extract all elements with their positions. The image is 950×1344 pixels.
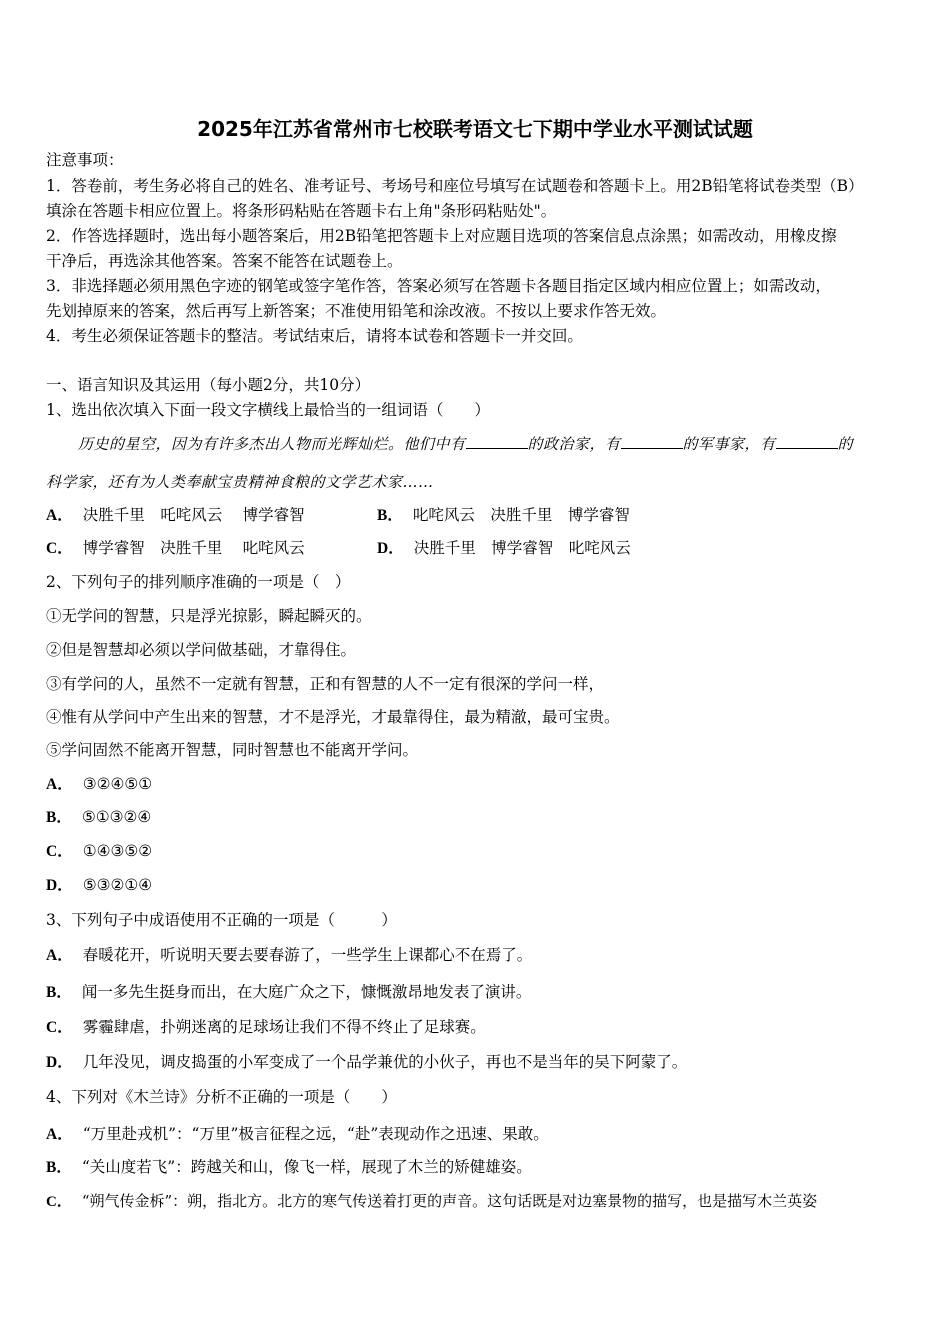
notice-line: 3．非选择题必须用黑色字迹的钢笔或签字笔作答，答案必须写在答题卡各题目指定区域内相应位置上；如需改动， bbox=[46, 277, 831, 295]
question-4-stem: 4、下列对《木兰诗》分析不正确的一项是（ ） bbox=[46, 1088, 397, 1106]
blank bbox=[466, 434, 528, 449]
option-c bbox=[46, 1191, 817, 1212]
option-a bbox=[46, 505, 305, 526]
option-label: B． bbox=[46, 984, 72, 1001]
option-b bbox=[46, 982, 531, 1003]
notice-line: 4．考生必须保证答题卡的整洁。考试结束后，请将本试卷和答题卡一并交回。 bbox=[46, 327, 583, 345]
notice-line: 干净后，再选涂其他答案。答案不能答在试题卷上。 bbox=[46, 252, 403, 270]
option-text: ⑤①③②④ bbox=[81, 808, 152, 826]
option-c bbox=[46, 538, 305, 559]
section-heading: 一、语言知识及其运用（每小题2分，共10分） bbox=[46, 376, 371, 394]
option-text: “朔气传金柝”：朔，指北方。北方的寒气传送着打更的声音。这句话既是对边塞景物的描写，也是描写木兰英姿 bbox=[81, 1192, 818, 1210]
notice-heading: 注意事项： bbox=[46, 151, 124, 169]
passage-text: 的政治家，有 bbox=[527, 435, 621, 453]
option-label: C． bbox=[46, 1019, 73, 1036]
option-label: A． bbox=[46, 776, 73, 793]
option-label: D． bbox=[46, 877, 73, 894]
option-b bbox=[46, 807, 151, 828]
option-a bbox=[46, 774, 152, 795]
sentence: ③有学问的人，虽然不一定就有智慧，正和有智慧的人不一定有很深的学问一样， bbox=[46, 675, 605, 693]
sentence: ⑤学问固然不能离开智慧，同时智慧也不能离开学问。 bbox=[46, 741, 419, 759]
question-1-passage-cont: 科学家，还有为人类奉献宝贵精神食粮的文学艺术家…… bbox=[46, 473, 434, 491]
option-b bbox=[46, 1157, 532, 1178]
option-c bbox=[46, 841, 152, 862]
option-c bbox=[46, 1017, 486, 1038]
passage-text: 的 bbox=[837, 435, 854, 453]
document-title: 2025年江苏省常州市七校联考语文七下期中学业水平测试试题 bbox=[197, 117, 753, 141]
option-text: 决胜千里 博学睿智 叱咤风云 bbox=[413, 539, 631, 557]
option-text: 雾霾肆虐，扑朔迷离的足球场让我们不得不终止了足球赛。 bbox=[82, 1018, 486, 1036]
notice-line: 填涂在答题卡相应位置上。将条形码粘贴在答题卡右上角"条形码粘贴处"。 bbox=[46, 202, 557, 220]
option-d bbox=[377, 538, 631, 559]
option-label: C． bbox=[46, 540, 73, 557]
option-label: D． bbox=[46, 1054, 73, 1071]
option-text: ①④③⑤② bbox=[82, 842, 153, 860]
option-label: B． bbox=[46, 1159, 72, 1176]
option-label: B． bbox=[46, 809, 72, 826]
sentence: ④惟有从学问中产生出来的智慧，才不是浮光，才最靠得住，最为精澈，最可宝贵。 bbox=[46, 708, 620, 726]
passage-text: 的军事家，有 bbox=[682, 435, 776, 453]
notice-line: 2．作答选择题时，选出每小题答案后，用2B铅笔把答题卡上对应题目选项的答案信息点涂黑；如需改动，用橡皮擦 bbox=[46, 227, 837, 245]
option-text: 博学睿智 决胜千里 叱咤风云 bbox=[82, 539, 305, 557]
blank bbox=[776, 434, 838, 449]
option-text: “万里赴戎机”：“万里”极言征程之远，“赴”表现动作之迅速、果敢。 bbox=[82, 1125, 549, 1143]
option-text: ⑤③②①④ bbox=[82, 876, 153, 894]
option-text: 决胜千里 吒咤风云 博学睿智 bbox=[82, 506, 305, 524]
question-1-passage bbox=[78, 434, 853, 454]
question-1-stem: 1、选出依次填入下面一段文字横线上最恰当的一组词语（ ） bbox=[46, 401, 490, 419]
option-a bbox=[46, 945, 532, 966]
option-text: ③②④⑤① bbox=[82, 775, 153, 793]
question-3-stem: 3、下列句子中成语使用不正确的一项是（ ） bbox=[46, 911, 397, 929]
notice-line: 先划掉原来的答案，然后再写上新答案；不准使用铅笔和涂改液。不按以上要求作答无效。 bbox=[46, 302, 667, 320]
question-2-stem: 2、下列句子的排列顺序准确的一项是（ ） bbox=[46, 573, 351, 591]
option-text: 闻一多先生挺身而出，在大庭广众之下，慷慨激昂地发表了演讲。 bbox=[81, 983, 532, 1001]
option-b bbox=[377, 505, 630, 526]
option-label: C． bbox=[46, 1194, 72, 1210]
sentence: ②但是智慧却必须以学问做基础，才靠得住。 bbox=[46, 641, 357, 659]
option-d bbox=[46, 1052, 687, 1073]
option-text: 几年没见，调皮捣蛋的小军变成了一个品学兼优的小伙子，再也不是当年的吴下阿蒙了。 bbox=[82, 1053, 688, 1071]
sentence: ①无学问的智慧，只是浮光掠影，瞬起瞬灭的。 bbox=[46, 607, 372, 625]
notice-line: 1．答卷前，考生务必将自己的姓名、准考证号、考场号和座位号填写在试题卷和答题卡上。用2B铅笔将试卷类型（B） bbox=[46, 177, 864, 195]
option-label: C． bbox=[46, 843, 73, 860]
option-a bbox=[46, 1124, 549, 1145]
passage-text: 历史的星空，因为有许多杰出人物而光辉灿烂。他们中有 bbox=[78, 435, 466, 453]
option-text: “关山度若飞”：跨越关和山，像飞一样，展现了木兰的矫健雄姿。 bbox=[81, 1158, 532, 1176]
option-d bbox=[46, 875, 152, 896]
option-label: A． bbox=[46, 507, 73, 524]
option-label: D． bbox=[377, 540, 404, 557]
blank bbox=[621, 434, 683, 449]
option-label: B． bbox=[377, 507, 403, 524]
option-label: A． bbox=[46, 947, 73, 964]
option-text: 春暖花开，听说明天要去要春游了，一些学生上课都心不在焉了。 bbox=[82, 946, 533, 964]
option-label: A． bbox=[46, 1126, 73, 1143]
option-text: 叱咤风云 决胜千里 博学睿智 bbox=[412, 506, 630, 524]
